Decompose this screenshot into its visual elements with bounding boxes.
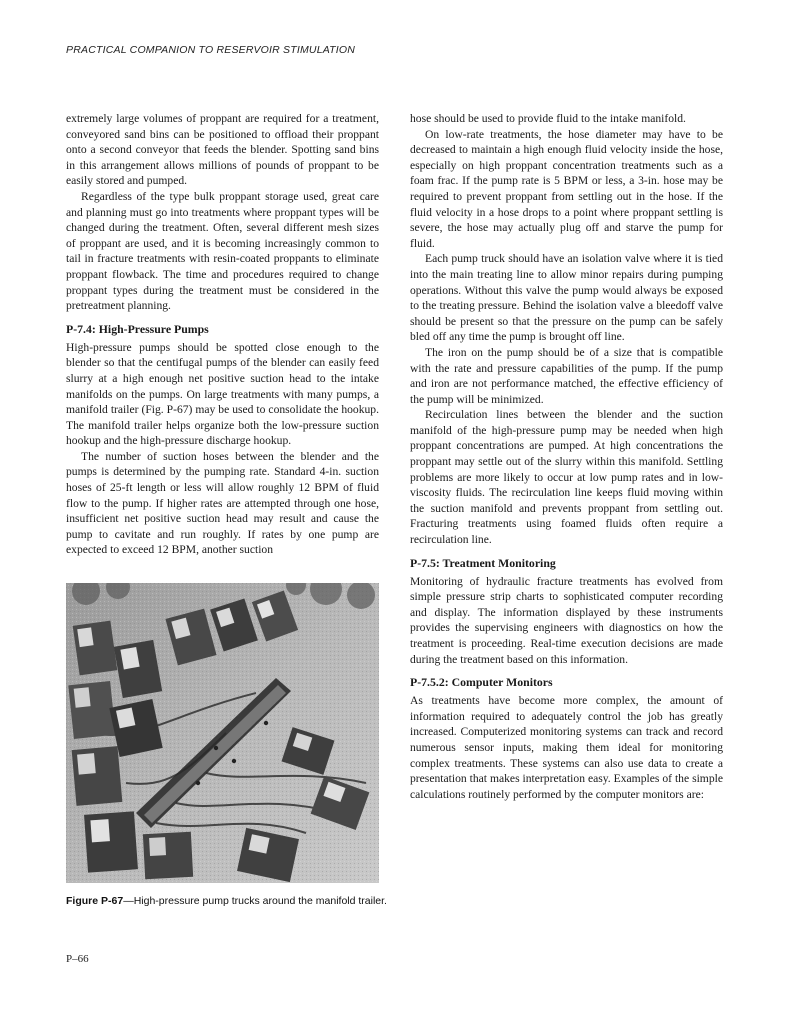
pumps-paragraph-2: The number of suction hoses between the blender and the pumps is determined by the pumping rate. Standard 4-in. suction hoses of 25-ft length or less will allow roughly 12 BPM of fluid flow to the pump. If higher rates are attempted through one hose, insufficient net positive suction head may result and cause the pump to cavitate and run roughly. If rates by one pump are expected to exceed 12 BPM, another suction — [66, 449, 379, 557]
section-heading-pumps: P-7.4: High-Pressure Pumps — [66, 321, 209, 336]
right-paragraph-1: hose should be used to provide fluid to the intake manifold. — [410, 112, 686, 125]
right-paragraph-5: Recirculation lines between the blender and the suction manifold of the high-pressure pump may be needed when high proppant concentrations are pumped. At high concentrations the proppant may settle out of the slurry within this manifold. Settling problems are more likely to occur at low pump rates and in low-viscosity fluids. The recirculation line keeps fluid moving within the suction manifold and prevents proppant from settling out. Fracturing treatments using foamed fluids often require a recirculation line. — [410, 408, 723, 547]
right-paragraph-3: Each pump truck should have an isolation valve where it is tied into the main treating line to allow minor repairs during pumping operations. Without this valve the pump would always be exposed to the treating pressure. Behind the isolation valve a bleedoff valve should be present so that the pressure on the pump can be safely bled off any time the pump is brought off line. — [410, 252, 723, 344]
pumps-paragraph-1: High-pressure pumps should be spotted close enough to the blender so that the centifugal pumps of the blender can easily feed slurry at a high enough net positive suction head to the intake manifolds on the pumps. On large treatments with many pumps, a manifold trailer (Fig. P-67) may be used to consolidate the hookup. The manifold trailer helps organize both the low-pressure suction hookup and the high-pressure discharge hookup. — [66, 340, 379, 448]
left-column — [66, 111, 379, 558]
figure-pump-trucks-photo — [66, 583, 379, 883]
section-heading-monitoring: P-7.5: Treatment Monitoring — [410, 555, 556, 570]
left-paragraph-1: extremely large volumes of proppant are required for a treatment, conveyored sand bins can be positioned to offload their proppant onto a second conveyor that feeds the blender. Spotting sand bins in this arrangement allows millions of pounds of proppant to be easily stored and pumped. — [66, 112, 379, 188]
running-head: PRACTICAL COMPANION TO RESERVOIR STIMULATION — [66, 44, 356, 56]
page-number: P–66 — [66, 953, 89, 965]
right-paragraph-2: On low-rate treatments, the hose diameter may have to be decreased to maintain a high enough fluid velocity inside the hose, especially on high proppant concentration treatments such as a foam frac. If the pump rate is 5 BPM or less, a 3-in. hose may be required to prevent proppant from settling out in the hose. If the fluid velocity in a hose drops to a point where proppant settling is severe, the hose may actually plug off and starve the pump for fluid. — [410, 127, 723, 250]
right-paragraph-4: The iron on the pump should be of a size that is compatible with the rate and pressure capabilities of the pump. If the pump and iron are not performance matched, the effective efficiency of the pump will be minimized. — [410, 345, 723, 406]
left-paragraph-2: Regardless of the type bulk proppant storage used, great care and planning must go into treatments where proppant types will be changed during the treatment. Often, several different mesh sizes of proppant are used, and it is becoming increasingly common to tail in fracture treatments with resin-coated proppants to eliminate proppant flowback. The time and procedures required to change proppant types during the treatment must be considered in the pretreatment planning. — [66, 189, 379, 313]
right-column — [410, 111, 723, 802]
monitoring-paragraph: Monitoring of hydraulic fracture treatments has evolved from simple pressure strip charts to sophisticated computer recording and display. The information displayed by these instruments provides the supervising engineers with diagnostics on how the treatment is proceeding. Real-time execution decisions are made during the treatment based on this information. — [410, 574, 723, 666]
figure-caption-text: —High-pressure pump trucks around the manifold trailer. — [123, 895, 387, 907]
computer-monitors-paragraph: As treatments have become more complex, the amount of information required to adequately control the job has greatly increased. Computerized monitoring systems can track and record numerous sensor inputs, making them ideal for monitoring complex treatments. These systems can also use data to create a presentation that makes interpretation easy. Examples of the simple calculations routinely performed by the computer monitors are: — [410, 694, 723, 801]
section-heading-computer-monitors: P-7.5.2: Computer Monitors — [410, 675, 553, 690]
figure-caption — [66, 895, 396, 908]
figure-label: Figure P-67 — [66, 895, 124, 907]
